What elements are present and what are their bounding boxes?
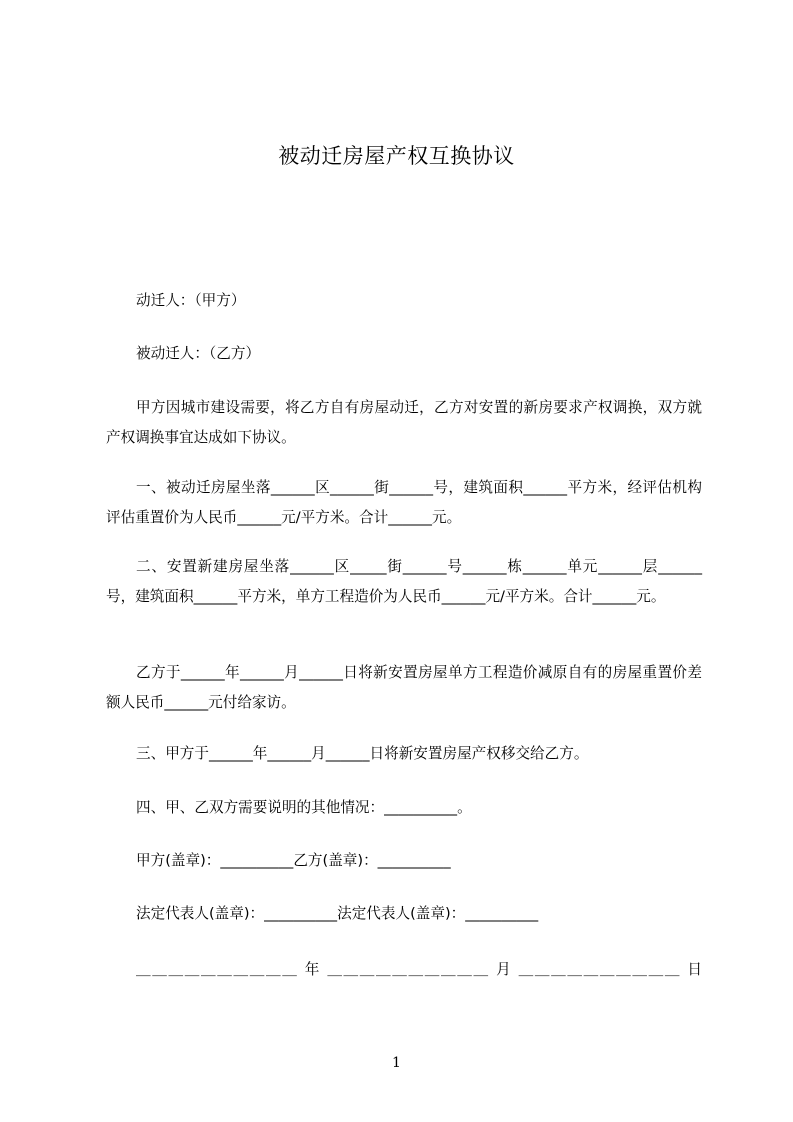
day-label: 日	[687, 961, 702, 978]
clause-1-paragraph: 一、被动迁房屋坐落______区______街______号，建筑面积______平方米，经评估机构评估重置价为人民币______元/平方米。合计______元。	[106, 479, 702, 526]
clause-2-payment-paragraph: 乙方于______年______月______日将新安置房屋单方工程造价减原自有的房屋重置价差额人民币______元付给家访。	[106, 664, 702, 711]
page-number: 1	[392, 1055, 401, 1071]
document-title: 被动迁房屋产权互换协议	[278, 144, 515, 168]
date-line	[136, 955, 702, 985]
seal-line: 甲方(盖章)：__________乙方(盖章)：__________	[136, 852, 451, 869]
party-b-line: 被动迁人：（乙方）	[136, 345, 261, 362]
year-label: 年	[304, 961, 322, 978]
day-blank: ＿＿＿＿＿＿＿＿＿＿	[518, 961, 682, 978]
clause-4-paragraph: 四、甲、乙双方需要说明的其他情况：__________。	[136, 799, 472, 816]
clause-3-paragraph: 三、甲方于______年______月______日将新安置房屋产权移交给乙方。	[136, 745, 589, 762]
month-blank: ＿＿＿＿＿＿＿＿＿＿	[327, 961, 490, 978]
month-label: 月	[496, 961, 513, 978]
legal-representative-line: 法定代表人(盖章)：__________法定代表人(盖章)：__________	[136, 905, 539, 922]
year-blank: ＿＿＿＿＿＿＿＿＿＿	[136, 961, 299, 978]
clause-2-paragraph: 二、安置新建房屋坐落______区_____街______号______栋______单元______层______号，建筑面积______平方米，单方工程造价为人民币______元/平方米。合计______元。	[106, 558, 702, 605]
intro-paragraph: 甲方因城市建设需要，将乙方自有房屋动迁，乙方对安置的新房要求产权调换，双方就产权调换事宜达成如下协议。	[106, 399, 702, 446]
party-a-line: 动迁人：（甲方）	[136, 292, 246, 309]
